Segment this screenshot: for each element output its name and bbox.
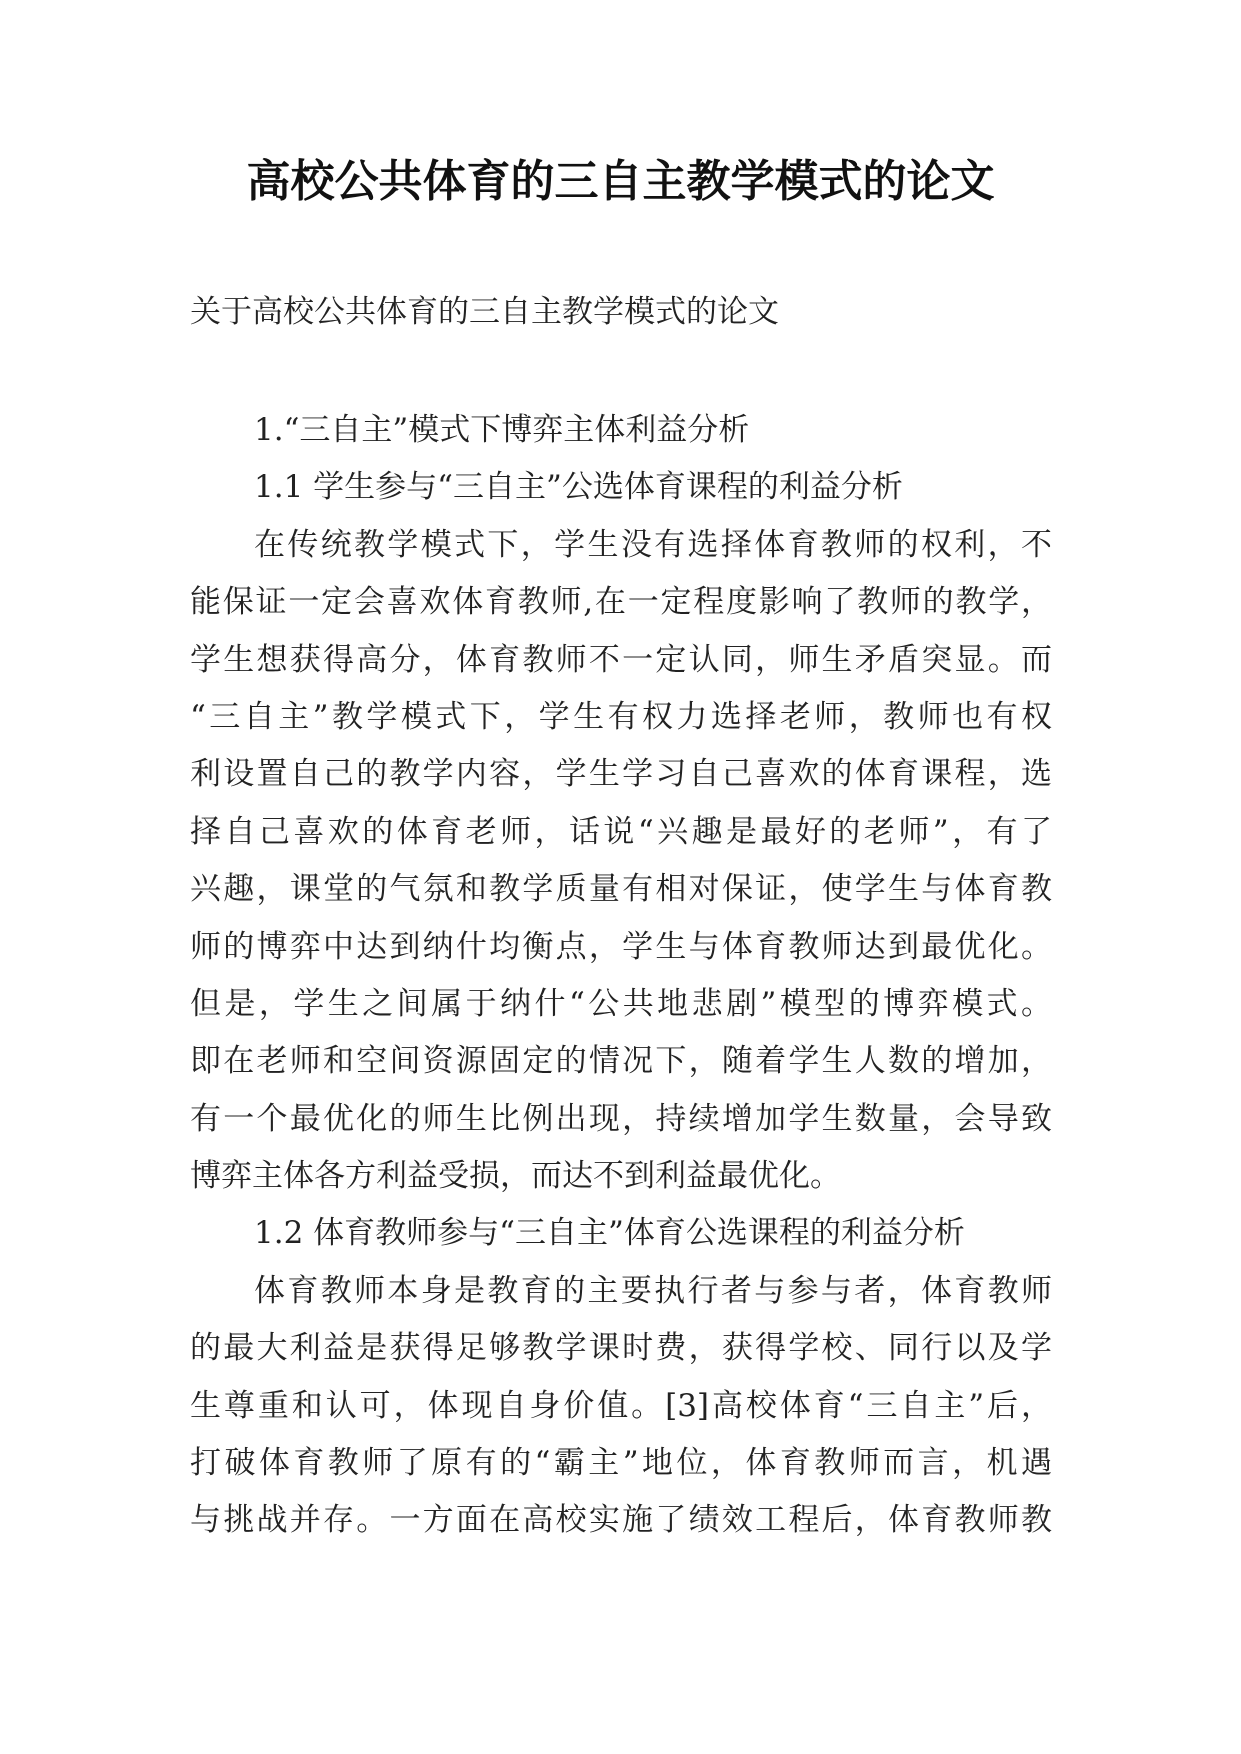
paragraph-line: 生尊重和认可，体现自身价值。[3]高校体育“三自主”后，	[190, 1387, 1052, 1424]
paragraph-line: 但是，学生之间属于纳什“公共地悲剧”模型的博弈模式。	[190, 985, 1052, 1022]
paragraph-line: 在传统教学模式下，学生没有选择体育教师的权利，不	[254, 526, 1052, 563]
paragraph-line: 师的博弈中达到纳什均衡点，学生与体育教师达到最优化。	[190, 928, 1052, 965]
paragraph-line: 学生想获得高分，体育教师不一定认同，师生矛盾突显。而	[190, 641, 1052, 678]
subsection-heading: 1.2 体育教师参与“三自主”体育公选课程的利益分析	[254, 1215, 965, 1252]
document-title: 高校公共体育的三自主教学模式的论文	[246, 156, 995, 207]
paragraph-line: “三自主”教学模式下，学生有权力选择老师，教师也有权	[190, 698, 1052, 735]
document-body	[190, 402, 1052, 1550]
paragraph-line: 择自己喜欢的体育老师，话说“兴趣是最好的老师”，有了	[190, 813, 1052, 850]
paragraph-line: 的最大利益是获得足够教学课时费，获得学校、同行以及学	[190, 1330, 1052, 1367]
document-subtitle: 关于高校公共体育的三自主教学模式的论文	[190, 294, 779, 330]
paragraph-line: 博弈主体各方利益受损，而达不到利益最优化。	[190, 1158, 841, 1195]
paragraph-line: 体育教师本身是教育的主要执行者与参与者，体育教师	[254, 1272, 1052, 1309]
paragraph-line: 兴趣，课堂的气氛和教学质量有相对保证，使学生与体育教	[190, 871, 1052, 908]
paragraph-line: 与挑战并存。一方面在高校实施了绩效工程后，体育教师教	[190, 1502, 1052, 1539]
paragraph-line: 能保证一定会喜欢体育教师,在一定程度影响了教师的教学，	[190, 584, 1052, 621]
paragraph-line: 利设置自己的教学内容，学生学习自己喜欢的体育课程，选	[190, 756, 1052, 793]
section-heading: 1.“三自主”模式下博弈主体利益分析	[254, 412, 750, 448]
subsection-heading: 1.1 学生参与“三自主”公选体育课程的利益分析	[254, 469, 903, 506]
paragraph-line: 即在老师和空间资源固定的情况下，随着学生人数的增加，	[190, 1043, 1052, 1080]
paragraph-line: 有一个最优化的师生比例出现，持续增加学生数量，会导致	[190, 1100, 1052, 1137]
paragraph-line: 打破体育教师了原有的“霸主”地位，体育教师而言，机遇	[190, 1445, 1052, 1482]
